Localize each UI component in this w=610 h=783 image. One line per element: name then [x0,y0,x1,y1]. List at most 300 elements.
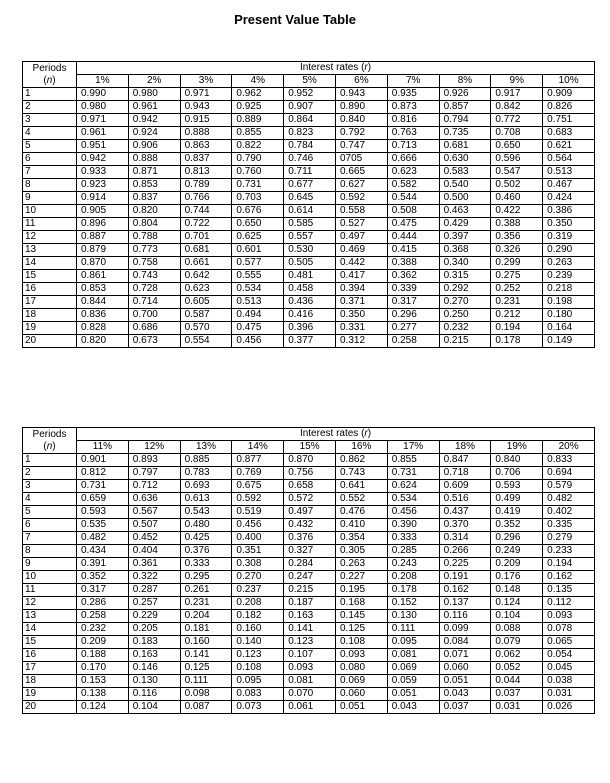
value-cell: 0.870 [77,257,129,270]
value-cell: 0.296 [491,532,543,545]
value-cell: 0.943 [335,88,387,101]
period-cell: 1 [23,454,77,467]
table-row [23,610,595,623]
value-cell: 0.567 [128,506,180,519]
value-cell: 0.861 [77,270,129,283]
value-cell: 0.322 [128,571,180,584]
value-cell: 0.111 [180,675,232,688]
value-cell: 0.312 [335,335,387,348]
rate-column-header: 6% [335,75,387,88]
value-cell: 0.990 [77,88,129,101]
value-cell: 0.708 [491,127,543,140]
value-cell: 0.031 [491,701,543,714]
table-row [23,322,595,335]
value-cell: 0.853 [128,179,180,192]
value-cell: 0.277 [387,322,439,335]
rate-column-header: 9% [491,75,543,88]
value-cell: 0.694 [543,467,595,480]
value-cell: 0.870 [284,454,336,467]
value-cell: 0.790 [232,153,284,166]
value-cell: 0.572 [284,493,336,506]
value-cell: 0.410 [335,519,387,532]
value-cell: 0.971 [77,114,129,127]
value-cell: 0.425 [180,532,232,545]
value-cell: 0.308 [232,558,284,571]
period-cell: 18 [23,675,77,688]
table-row [23,493,595,506]
value-cell: 0.456 [232,335,284,348]
value-cell: 0.482 [77,532,129,545]
value-cell: 0.292 [439,283,491,296]
period-cell: 12 [23,597,77,610]
period-cell: 6 [23,153,77,166]
value-cell: 0.386 [543,205,595,218]
value-cell: 0.609 [439,480,491,493]
value-cell: 0.070 [284,688,336,701]
value-cell: 0.354 [335,532,387,545]
table-row [23,701,595,714]
value-cell: 0.257 [128,597,180,610]
value-cell: 0.261 [180,584,232,597]
value-cell: 0.933 [77,166,129,179]
value-cell: 0.935 [387,88,439,101]
table-row [23,205,595,218]
value-cell: 0.198 [543,296,595,309]
present-value-table-1 [22,61,595,348]
value-cell: 0.160 [232,623,284,636]
value-cell: 0.676 [232,205,284,218]
value-cell: 0.951 [77,140,129,153]
value-cell: 0.666 [387,153,439,166]
value-cell: 0.287 [128,584,180,597]
value-cell: 0.164 [543,322,595,335]
value-cell: 0.744 [180,205,232,218]
value-cell: 0.544 [387,192,439,205]
value-cell: 0.249 [491,545,543,558]
value-cell: 0.722 [180,218,232,231]
value-cell: 0.906 [128,140,180,153]
value-cell: 0.508 [387,205,439,218]
table-row [23,127,595,140]
period-cell: 15 [23,270,77,283]
table-row [23,101,595,114]
value-cell: 0.658 [284,480,336,493]
value-cell: 0.093 [543,610,595,623]
value-cell: 0.675 [232,480,284,493]
value-cell: 0.340 [439,257,491,270]
value-cell: 0.178 [387,584,439,597]
interest-r: r [364,428,368,439]
value-cell: 0.362 [387,270,439,283]
value-cell: 0.555 [232,270,284,283]
page-title: Present Value Table [234,12,356,27]
value-cell: 0.630 [439,153,491,166]
value-cell: 0.275 [491,270,543,283]
value-cell: 0.098 [180,688,232,701]
value-cell: 0.140 [232,636,284,649]
value-cell: 0.319 [543,231,595,244]
period-cell: 10 [23,205,77,218]
interest-r: r [364,62,368,73]
value-cell: 0.613 [180,493,232,506]
value-cell: 0.404 [128,545,180,558]
value-cell: 0.540 [439,179,491,192]
table-row [23,296,595,309]
value-cell: 0.141 [180,649,232,662]
value-cell: 0.926 [439,88,491,101]
value-cell: 0.924 [128,127,180,140]
value-cell: 0.853 [77,283,129,296]
period-cell: 7 [23,166,77,179]
period-cell: 14 [23,623,77,636]
period-cell: 5 [23,506,77,519]
value-cell: 0.836 [77,309,129,322]
value-cell: 0.980 [128,88,180,101]
value-cell: 0.104 [128,701,180,714]
value-cell: 0.942 [128,114,180,127]
value-cell: 0.442 [335,257,387,270]
value-cell: 0.182 [232,610,284,623]
value-cell: 0.394 [335,283,387,296]
value-cell: 0.627 [335,179,387,192]
period-cell: 18 [23,309,77,322]
value-cell: 0.208 [387,571,439,584]
value-cell: 0.180 [543,309,595,322]
value-cell: 0.961 [128,101,180,114]
value-cell: 0.095 [387,636,439,649]
value-cell: 0.376 [180,545,232,558]
value-cell: 0.093 [284,662,336,675]
value-cell: 0.176 [491,571,543,584]
interest-close: ) [367,428,372,439]
period-cell: 2 [23,101,77,114]
value-cell: 0.731 [232,179,284,192]
value-cell: 0.909 [543,88,595,101]
value-cell: 0.458 [284,283,336,296]
value-cell: 0.889 [232,114,284,127]
value-cell: 0.728 [128,283,180,296]
value-cell: 0.564 [543,153,595,166]
value-cell: 0.789 [180,179,232,192]
value-cell: 0.054 [543,649,595,662]
value-cell: 0.148 [491,584,543,597]
value-cell: 0.326 [491,244,543,257]
value-cell: 0.215 [439,335,491,348]
value-cell: 0.712 [128,480,180,493]
value-cell: 0.419 [491,506,543,519]
value-cell: 0.621 [543,140,595,153]
value-cell: 0.784 [284,140,336,153]
value-cell: 0.516 [439,493,491,506]
value-cell: 0.299 [491,257,543,270]
value-cell: 0.183 [128,636,180,649]
value-cell: 0.605 [180,296,232,309]
value-cell: 0.456 [232,519,284,532]
value-cell: 0.596 [491,153,543,166]
value-cell: 0.681 [439,140,491,153]
table-row [23,558,595,571]
value-cell: 0.078 [543,623,595,636]
value-cell: 0.751 [543,114,595,127]
value-cell: 0.614 [284,205,336,218]
value-cell: 0.371 [335,296,387,309]
value-cell: 0.037 [491,688,543,701]
table-row [23,675,595,688]
value-cell: 0.069 [387,662,439,675]
value-cell: 0.137 [439,597,491,610]
value-cell: 0.356 [491,231,543,244]
value-cell: 0.735 [439,127,491,140]
value-cell: 0.043 [439,688,491,701]
periods-n-close: ) [52,440,56,452]
value-cell: 0.475 [387,218,439,231]
value-cell: 0.943 [180,101,232,114]
value-cell: 0.833 [543,454,595,467]
value-cell: 0.505 [284,257,336,270]
periods-n: n [46,74,53,86]
value-cell: 0.149 [543,335,595,348]
value-cell: 0.885 [180,454,232,467]
value-cell: 0.623 [387,166,439,179]
value-cell: 0.388 [491,218,543,231]
value-cell: 0.124 [491,597,543,610]
value-cell: 0.138 [77,688,129,701]
table-row [23,192,595,205]
value-cell: 0.593 [77,506,129,519]
table-row [23,114,595,127]
value-cell: 0.499 [491,493,543,506]
value-cell: 0.059 [387,675,439,688]
table-row [23,218,595,231]
value-cell: 0.693 [180,480,232,493]
value-cell: 0.038 [543,675,595,688]
value-cell: 0.290 [543,244,595,257]
rate-column-header: 12% [128,441,180,454]
value-cell: 0.350 [543,218,595,231]
value-cell: 0.645 [284,192,336,205]
value-cell: 0.208 [232,597,284,610]
value-cell: 0.188 [77,649,129,662]
value-cell: 0.215 [284,584,336,597]
interest-close: ) [367,62,372,73]
value-cell: 0.037 [439,701,491,714]
value-cell: 0.204 [180,610,232,623]
table-row [23,597,595,610]
value-cell: 0.813 [180,166,232,179]
value-cell: 0.624 [387,480,439,493]
value-cell: 0.305 [335,545,387,558]
value-cell: 0.497 [335,231,387,244]
value-cell: 0.915 [180,114,232,127]
value-cell: 0.194 [543,558,595,571]
value-cell: 0.093 [335,649,387,662]
value-cell: 0.855 [387,454,439,467]
value-cell: 0.243 [387,558,439,571]
value-cell: 0.718 [439,467,491,480]
value-cell: 0.370 [439,519,491,532]
value-cell: 0.314 [439,532,491,545]
value-cell: 0.700 [128,309,180,322]
value-cell: 0.424 [543,192,595,205]
value-cell: 0.460 [491,192,543,205]
value-cell: 0.519 [232,506,284,519]
value-cell: 0.731 [387,467,439,480]
periods-n-open: ( [43,440,47,452]
period-cell: 1 [23,88,77,101]
value-cell: 0.258 [77,610,129,623]
value-cell: 0.579 [543,480,595,493]
period-cell: 9 [23,558,77,571]
table-row [23,636,595,649]
value-cell: 0.333 [387,532,439,545]
value-cell: 0.758 [128,257,180,270]
value-cell: 0.804 [128,218,180,231]
value-cell: 0.552 [335,493,387,506]
period-cell: 20 [23,335,77,348]
value-cell: 0.061 [284,701,336,714]
value-cell: 0.432 [284,519,336,532]
rate-column-header: 17% [387,441,439,454]
value-cell: 0.266 [439,545,491,558]
value-cell: 0.923 [77,179,129,192]
value-cell: 0.162 [543,571,595,584]
value-cell: 0.823 [284,127,336,140]
period-cell: 2 [23,467,77,480]
value-cell: 0.107 [284,649,336,662]
value-cell: 0.402 [543,506,595,519]
value-cell: 0.896 [77,218,129,231]
table-row [23,662,595,675]
value-cell: 0.507 [128,519,180,532]
value-cell: 0.209 [491,558,543,571]
value-cell: 0.840 [491,454,543,467]
value-cell: 0.416 [284,309,336,322]
value-cell: 0.534 [232,283,284,296]
rate-column-header: 10% [543,75,595,88]
period-cell: 8 [23,179,77,192]
value-cell: 0.108 [335,636,387,649]
value-cell: 0.444 [387,231,439,244]
value-cell: 0.317 [77,584,129,597]
value-cell: 0.665 [335,166,387,179]
interest-label: Interest rates ( [299,428,365,439]
period-cell: 20 [23,701,77,714]
value-cell: 0.871 [128,166,180,179]
value-cell: 0.285 [387,545,439,558]
table-row [23,688,595,701]
value-cell: 0.084 [439,636,491,649]
value-cell: 0.797 [128,467,180,480]
value-cell: 0.863 [180,140,232,153]
table-row [23,153,595,166]
value-cell: 0.191 [439,571,491,584]
value-cell: 0.826 [543,101,595,114]
value-cell: 0.178 [491,335,543,348]
value-cell: 0.840 [335,114,387,127]
value-cell: 0.331 [335,322,387,335]
value-cell: 0.701 [180,231,232,244]
value-cell: 0.043 [387,701,439,714]
value-cell: 0.837 [180,153,232,166]
value-cell: 0.130 [387,610,439,623]
value-cell: 0.942 [77,153,129,166]
value-cell: 0.500 [439,192,491,205]
value-cell: 0.534 [387,493,439,506]
value-cell: 0.452 [128,532,180,545]
value-cell: 0.893 [128,454,180,467]
value-cell: 0.095 [232,675,284,688]
value-cell: 0.593 [491,480,543,493]
value-cell: 0.888 [180,127,232,140]
rate-column-header: 13% [180,441,232,454]
period-cell: 5 [23,140,77,153]
value-cell: 0.502 [491,179,543,192]
value-cell: 0.463 [439,205,491,218]
value-cell: 0.135 [543,584,595,597]
value-cell: 0.480 [180,519,232,532]
value-cell: 0.162 [439,584,491,597]
value-cell: 0.636 [128,493,180,506]
value-cell: 0.731 [77,480,129,493]
value-cell: 0.317 [387,296,439,309]
value-cell: 0.116 [439,610,491,623]
value-cell: 0.088 [491,623,543,636]
period-cell: 9 [23,192,77,205]
value-cell: 0.746 [284,153,336,166]
period-cell: 10 [23,571,77,584]
value-cell: 0.650 [232,218,284,231]
value-cell: 0.971 [180,88,232,101]
value-cell: 0.601 [232,244,284,257]
table-row [23,454,595,467]
value-cell: 0705 [335,153,387,166]
value-cell: 0.123 [232,649,284,662]
value-cell: 0.141 [284,623,336,636]
period-cell: 7 [23,532,77,545]
value-cell: 0.661 [180,257,232,270]
value-cell: 0.914 [77,192,129,205]
value-cell: 0.907 [284,101,336,114]
table-row [23,545,595,558]
period-cell: 19 [23,688,77,701]
value-cell: 0.887 [77,231,129,244]
value-cell: 0.052 [491,662,543,675]
value-cell: 0.116 [128,688,180,701]
period-cell: 13 [23,244,77,257]
value-cell: 0.233 [543,545,595,558]
period-cell: 3 [23,114,77,127]
value-cell: 0.227 [335,571,387,584]
value-cell: 0.873 [387,101,439,114]
rate-column-header: 19% [491,441,543,454]
rate-column-header: 15% [284,441,336,454]
value-cell: 0.677 [284,179,336,192]
value-cell: 0.456 [387,506,439,519]
period-cell: 15 [23,636,77,649]
value-cell: 0.706 [491,467,543,480]
value-cell: 0.530 [284,244,336,257]
value-cell: 0.205 [128,623,180,636]
value-cell: 0.152 [387,597,439,610]
value-cell: 0.475 [232,322,284,335]
value-cell: 0.642 [180,270,232,283]
periods-label: Periods [32,428,67,440]
value-cell: 0.377 [284,335,336,348]
table-row [23,584,595,597]
value-cell: 0.417 [335,270,387,283]
value-cell: 0.145 [335,610,387,623]
value-cell: 0.104 [491,610,543,623]
